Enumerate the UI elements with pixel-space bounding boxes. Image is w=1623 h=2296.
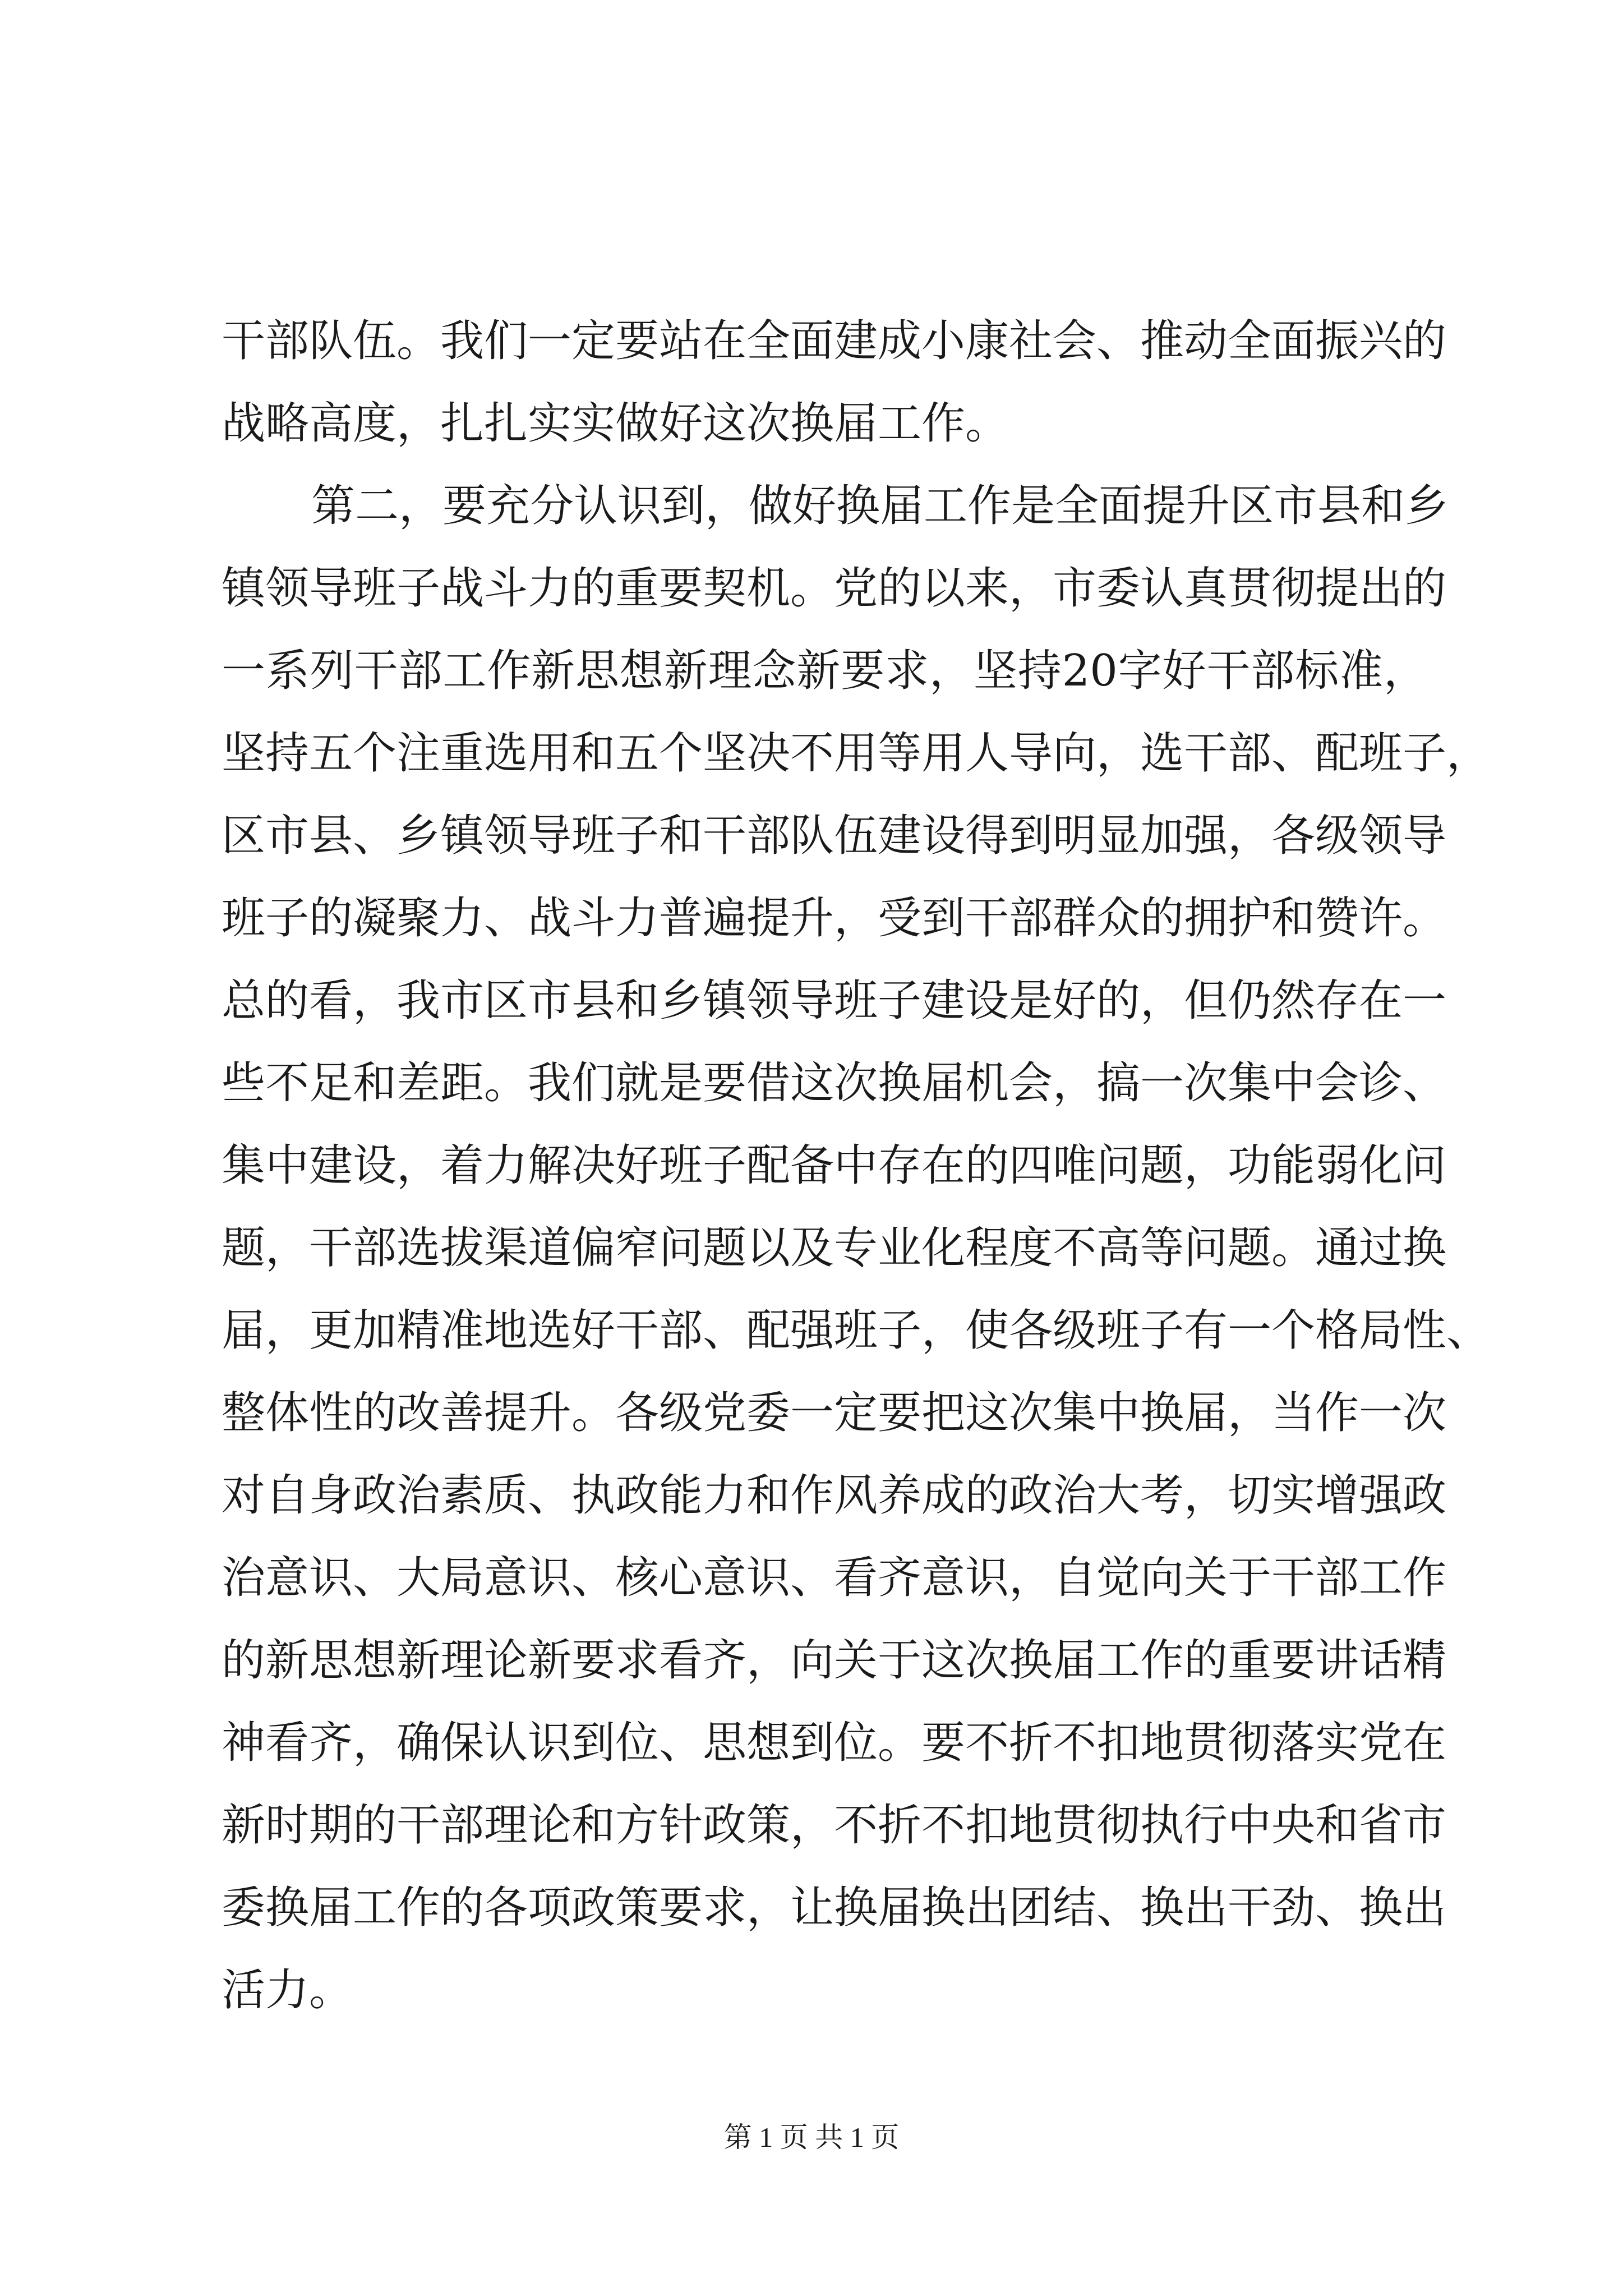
text-line: 镇领导班子战斗力的重要契机。党的以来，市委认真贯彻提出的 [222,563,1447,614]
text-line: 神看齐，确保认识到位、思想到位。要不折不扣地贯彻落实党在 [222,1718,1447,1768]
text-line: 对自身政治素质、执政能力和作风养成的政治大考，切实增强政 [222,1470,1447,1521]
page-number-label: 第 1 页 共 1 页 [723,2122,900,2153]
text-line: 一系列干部工作新思想新理念新要求，坚持20字好干部标准， [222,646,1427,696]
text-line: 总的看，我市区市县和乡镇领导班子建设是好的，但仍然存在一 [222,976,1447,1026]
document-body [222,300,1491,2032]
text-line: 的新思想新理论新要求看齐，向关于这次换届工作的重要讲话精 [222,1635,1447,1686]
text-line: 整体性的改善提升。各级党委一定要把这次集中换届，当作一次 [222,1388,1447,1438]
text-line: 治意识、大局意识、核心意识、看齐意识，自觉向关于干部工作 [222,1553,1447,1603]
text-line: 活力。 [222,1965,353,2016]
paragraph-first-line: 第二，要充分认识到，做好换届工作是全面提升区市县和乡 [311,481,1449,531]
text-line: 区市县、乡镇领导班子和干部队伍建设得到明显加强，各级领导 [222,811,1447,861]
text-line: 坚持五个注重选用和五个坚决不用等用人导向，选干部、配班子， [222,728,1491,779]
text-line: 届，更加精准地选好干部、配强班子，使各级班子有一个格局性、 [222,1305,1491,1356]
text-line: 班子的凝聚力、战斗力普遍提升，受到干部群众的拥护和赞许。 [222,893,1447,944]
text-line: 干部队伍。我们一定要站在全面建成小康社会、推动全面振兴的 [222,316,1447,366]
text-line: 新时期的干部理论和方针政策，不折不扣地贯彻执行中央和省市 [222,1800,1447,1851]
text-line: 战略高度，扎扎实实做好这次换届工作。 [222,398,1009,449]
text-line: 些不足和差距。我们就是要借这次换届机会，搞一次集中会诊、 [222,1058,1447,1108]
text-line: 委换届工作的各项政策要求，让换届换出团结、换出干劲、换出 [222,1883,1447,1933]
page-footer [0,2118,1623,2157]
text-line: 题，干部选拔渠道偏窄问题以及专业化程度不高等问题。通过换 [222,1223,1447,1273]
text-line: 集中建设，着力解决好班子配备中存在的四唯问题，功能弱化问 [222,1140,1447,1191]
